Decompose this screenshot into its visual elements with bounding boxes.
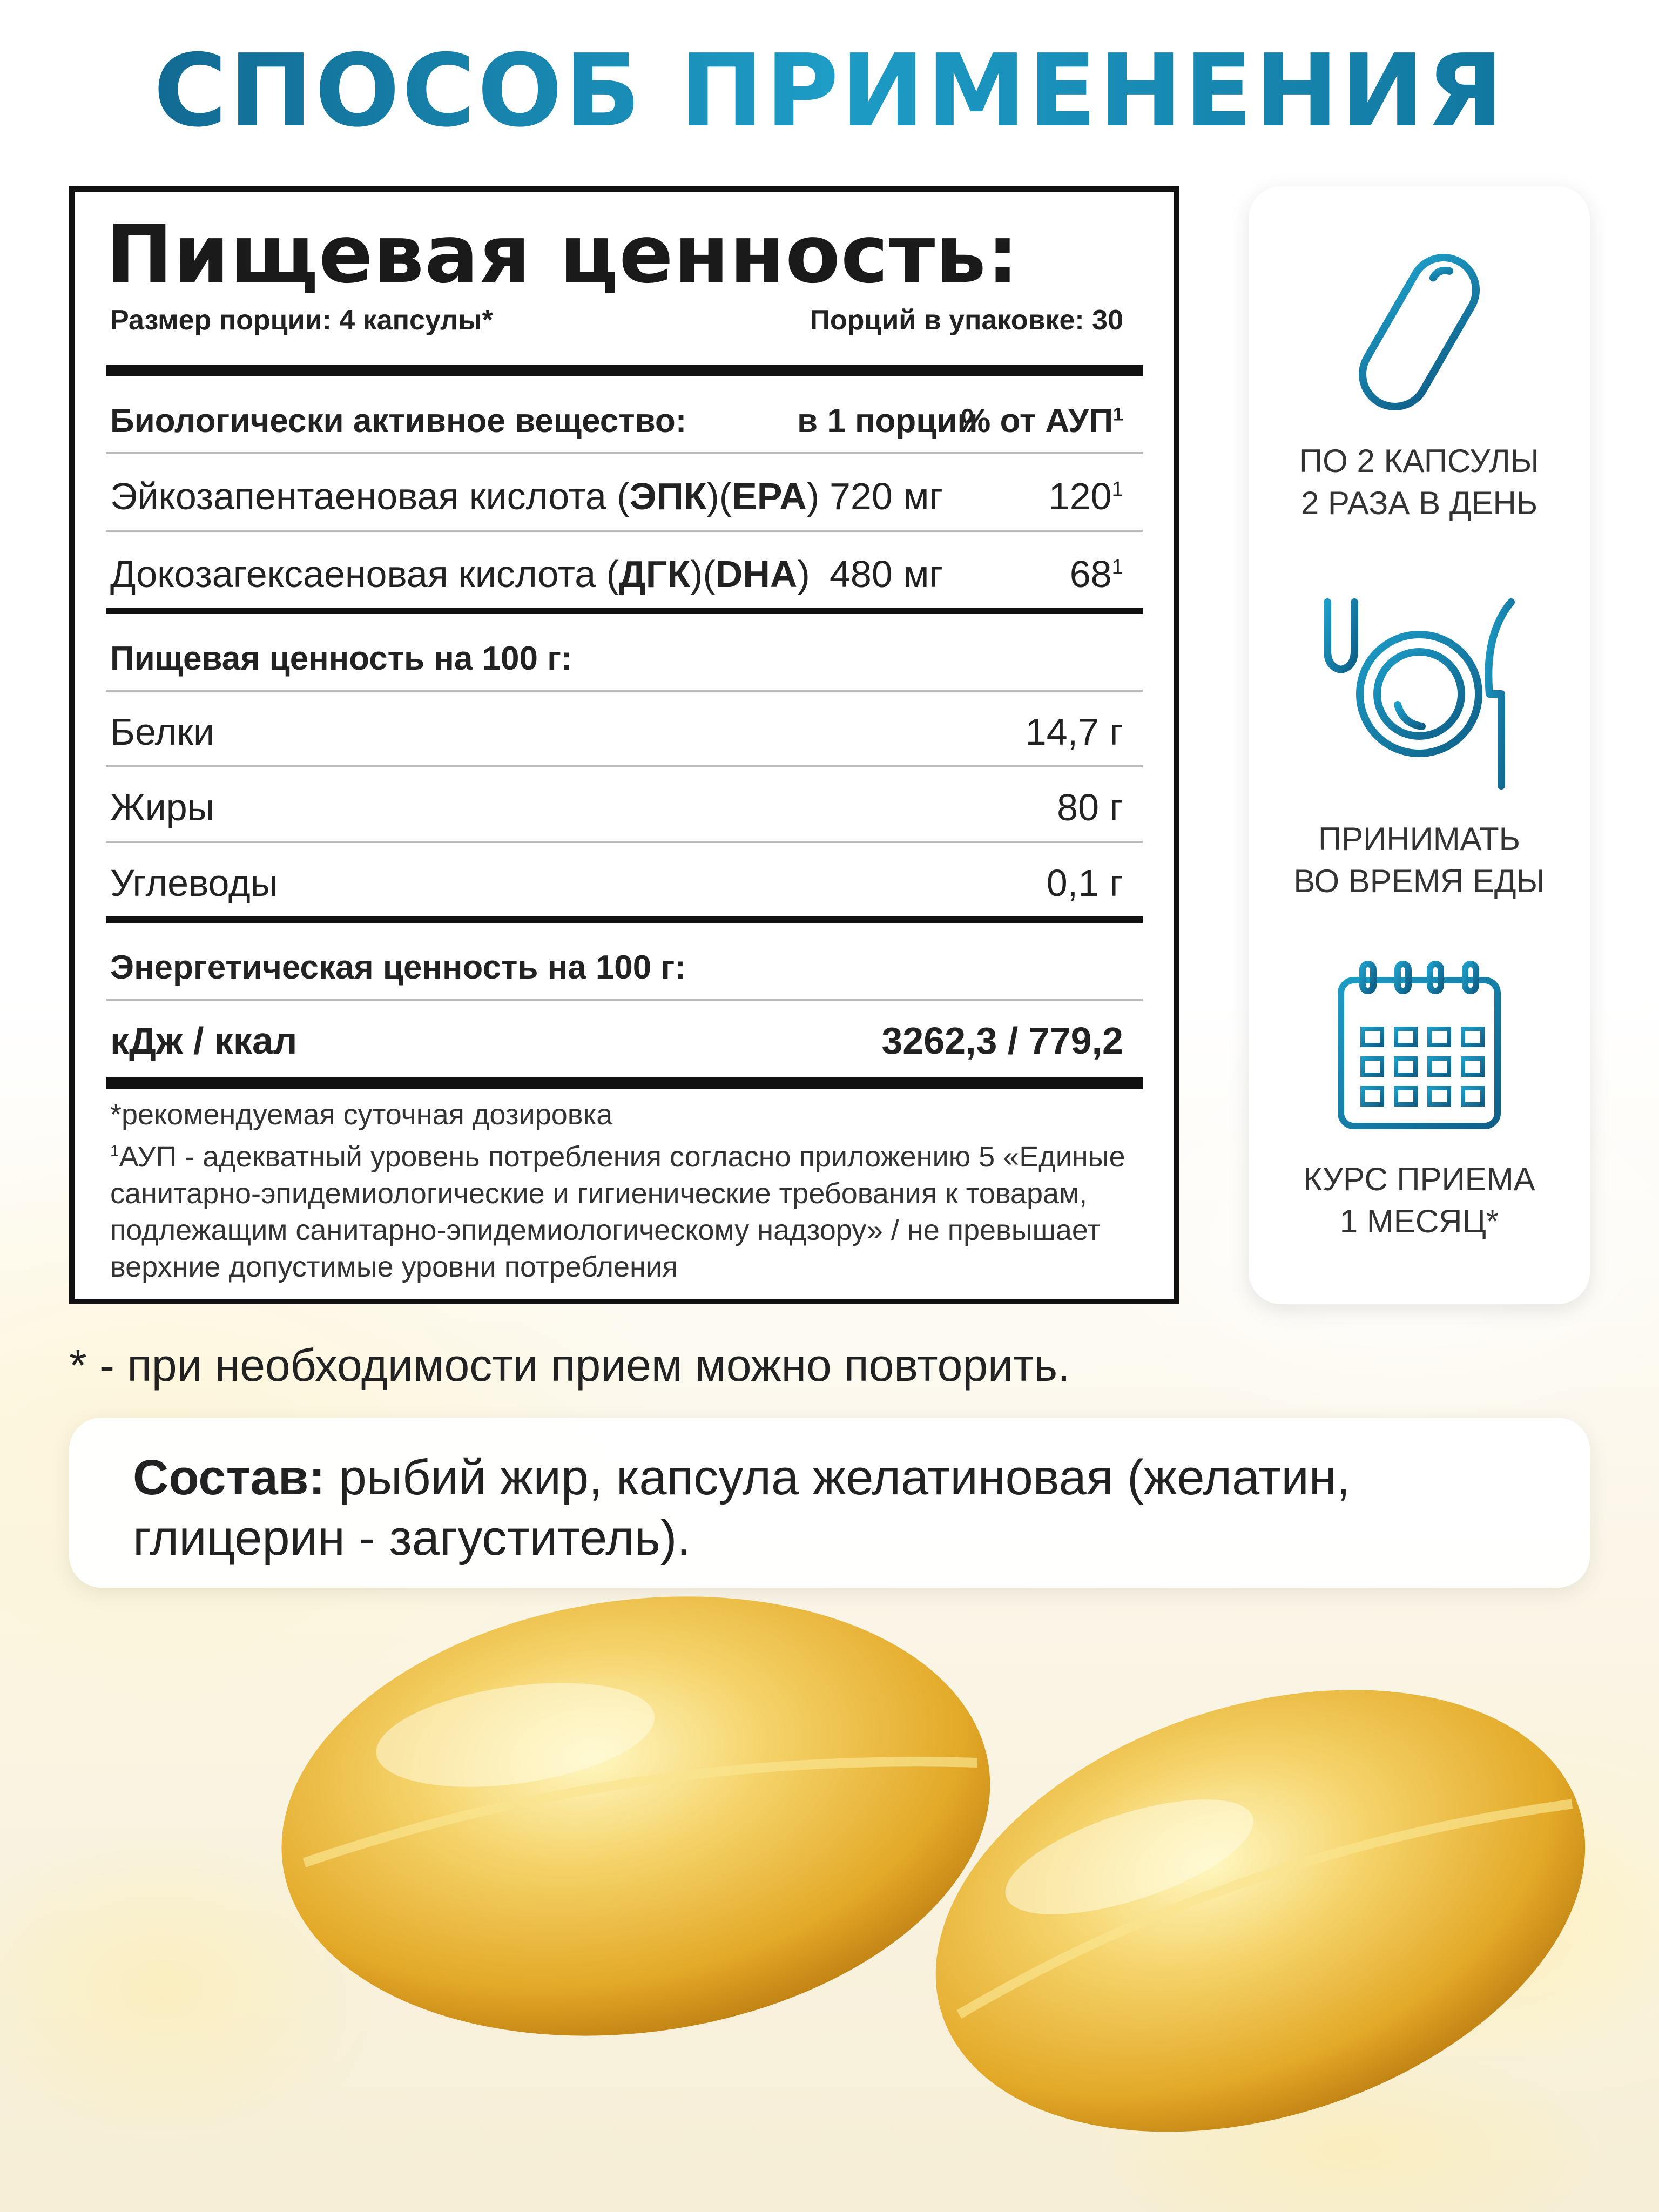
- protein-label: Белки: [110, 711, 215, 753]
- column-header-row: [106, 376, 1143, 454]
- plate-cutlery-icon: [1311, 591, 1527, 797]
- col-percent: % от АУП$^1$: [961, 402, 1123, 440]
- usage-course: [1249, 959, 1590, 1243]
- divider-thick: [106, 365, 1143, 376]
- meal-text: ПРИНИМАТЬ ВО ВРЕМЯ ЕДЫ: [1293, 821, 1545, 899]
- epa-percent: $120^1$: [1048, 475, 1123, 517]
- dha-name: Докозагексаеновая кислота (ДГК)(DHA): [110, 553, 810, 595]
- capsules-photo: [0, 1555, 1659, 2212]
- fat-label: Жиры: [110, 786, 214, 828]
- usage-meal: [1249, 591, 1590, 902]
- table-row-protein: [106, 690, 1143, 767]
- epa-amount: 720 мг: [830, 475, 943, 517]
- composition-label: Состав:: [133, 1450, 326, 1505]
- col-substance: Биологически активное вещество:: [110, 402, 687, 440]
- dha-amount: 480 мг: [830, 553, 943, 595]
- fat-value: 80 г: [1057, 786, 1123, 828]
- carbs-value: 0,1 г: [1046, 862, 1123, 904]
- table-row-epa: [106, 454, 1143, 532]
- energy-value: 3262,3 / 779,2: [881, 1020, 1123, 1062]
- footnote-aup: $^1$АУП - адекватный уровень потребления согласно приложению 5 «Единые санитарно-эпидемиологические и гигиенические требования к товарам, подлежащим санитарно-эпидемиологическому надзору» / не превышает верхние допустимые уровни потребления: [110, 1141, 1125, 1283]
- composition-text: Состав: рыбий жир, капсула желатиновая (желатин, глицерин - загуститель).: [133, 1450, 1351, 1566]
- per100-heading-row: [106, 614, 1143, 692]
- carbs-label: Углеводы: [110, 862, 278, 904]
- col-per-serving: в 1 порции: [797, 402, 978, 440]
- energy-label: кДж / ккал: [110, 1020, 298, 1062]
- divider-thick-bottom: [106, 1077, 1143, 1089]
- usage-panel: [1249, 186, 1590, 1304]
- usage-dose: [1249, 246, 1590, 524]
- table-row-carbs: [106, 841, 1143, 919]
- per100-heading: Пищевая ценность на 100 г:: [110, 640, 572, 677]
- table-row-dha: [106, 532, 1143, 610]
- page-title: СПОСОБ ПРИМЕНЕНИЯ: [0, 32, 1659, 149]
- calendar-icon: [1330, 959, 1508, 1137]
- energy-heading-row: [106, 923, 1143, 1001]
- energy-heading: Энергетическая ценность на 100 г:: [110, 949, 686, 986]
- divider-medium: [106, 608, 1143, 614]
- nutrition-heading: Пищевая ценность:: [106, 208, 1020, 301]
- serving-size: Размер порции: 4 капсулы*: [110, 305, 493, 336]
- dose-text: ПО 2 КАПСУЛЫ 2 РАЗА В ДЕНЬ: [1299, 443, 1539, 521]
- protein-value: 14,7 г: [1025, 711, 1123, 753]
- capsule-icon: [1344, 246, 1495, 419]
- epa-name: Эйкозапентаеновая кислота (ЭПК)(EPA): [110, 475, 820, 517]
- table-row-energy: [106, 999, 1143, 1074]
- divider-medium-2: [106, 916, 1143, 923]
- course-text: КУРС ПРИЕМА 1 МЕСЯЦ*: [1303, 1161, 1535, 1239]
- footnote-dosage: *рекомендуемая суточная дозировка: [110, 1098, 613, 1131]
- repeat-note: * - при необходимости прием можно повторить.: [69, 1340, 1070, 1391]
- dha-percent: $68^1$: [1069, 553, 1123, 595]
- footnotes: [110, 1096, 1136, 1285]
- nutrition-facts-panel: [69, 186, 1179, 1304]
- servings-per-pack: Порций в упаковке: 30: [810, 305, 1123, 336]
- table-row-fat: [106, 765, 1143, 843]
